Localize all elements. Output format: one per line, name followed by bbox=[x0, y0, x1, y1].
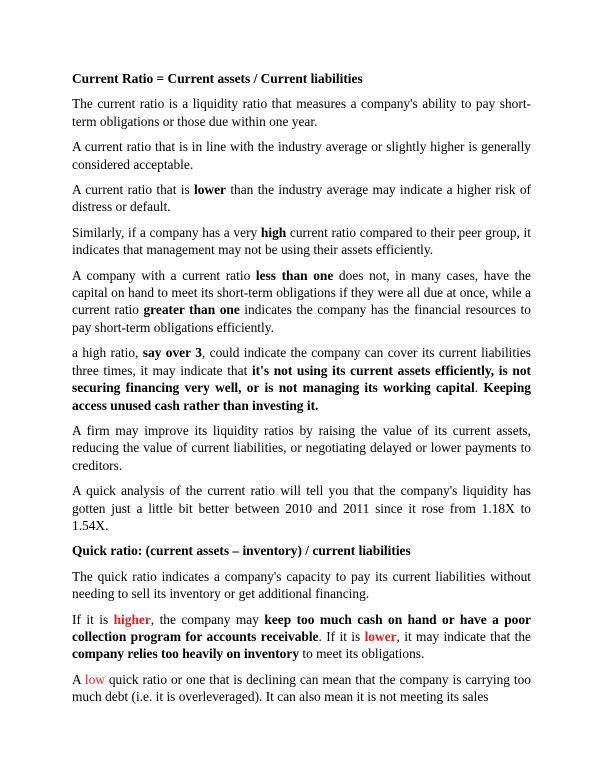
paragraph-improve-liquidity: A firm may improve its liquidity ratios by raising the value of its current assets, reducing the value of current liabilities, or negotiating delayed or lower payments to creditors. bbox=[72, 422, 531, 473]
paragraph-quick-ratio-definition: The quick ratio indicates a company's capacity to pay its current liabilities without needing to sell its inventory or get additional financing. bbox=[72, 568, 531, 602]
paragraph-high-ratio: Similarly, if a company has a very high current ratio compared to their peer group, it indicates that management may not be using their assets efficiently. bbox=[72, 224, 531, 258]
paragraph-higher-lower-quick-ratio: If it is higher, the company may keep too much cash on hand or have a poor collection program for accounts receivable. If it is lower, it may indicate that the company relies too heavily on inventory to meet its obligations. bbox=[72, 611, 531, 662]
quick-ratio-heading: Quick ratio: (current assets – inventory) / current liabilities bbox=[72, 543, 411, 559]
paragraph-current-ratio-definition: The current ratio is a liquidity ratio that measures a company's ability to pay short-term obligations or those due within one year. bbox=[72, 96, 531, 129]
current-ratio-heading: Current Ratio = Current assets / Current liabilities bbox=[72, 71, 363, 86]
paragraph-quick-analysis: A quick analysis of the current ratio will tell you that the company's liquidity has gotten just a little bit better between 2010 and 2011 since it rose from 1.18X to 1.54X. bbox=[72, 483, 531, 533]
document-page bbox=[72, 70, 531, 714]
paragraph-acceptable-ratio: A current ratio that is in line with the industry average or slightly higher is generally considered acceptable. bbox=[72, 139, 531, 172]
paragraph-low-quick-ratio: A low quick ratio or one that is declining can mean that the company is carrying too much debt (i.e. it is overleveraged). It can also mean it is not meeting its sales bbox=[72, 671, 531, 705]
paragraph-over-three: a high ratio, say over 3, could indicate the company can cover its current liabilities three times, it may indicate that it's not using its current assets efficiently, is not securing financing very well, or is not managing its working capital. Keeping access unused cash rather than investing it. bbox=[72, 345, 532, 413]
paragraph-less-greater-than-one: A company with a current ratio less than one does not, in many cases, have the capital on hand to meet its short-term obligations if they were all due at once, while a current ratio greater than one indicates the company has the financial resources to pay short-term obligations efficiently. bbox=[72, 267, 531, 335]
paragraph-lower-ratio: A current ratio that is lower than the industry average may indicate a higher risk of distress or default. bbox=[72, 182, 531, 215]
